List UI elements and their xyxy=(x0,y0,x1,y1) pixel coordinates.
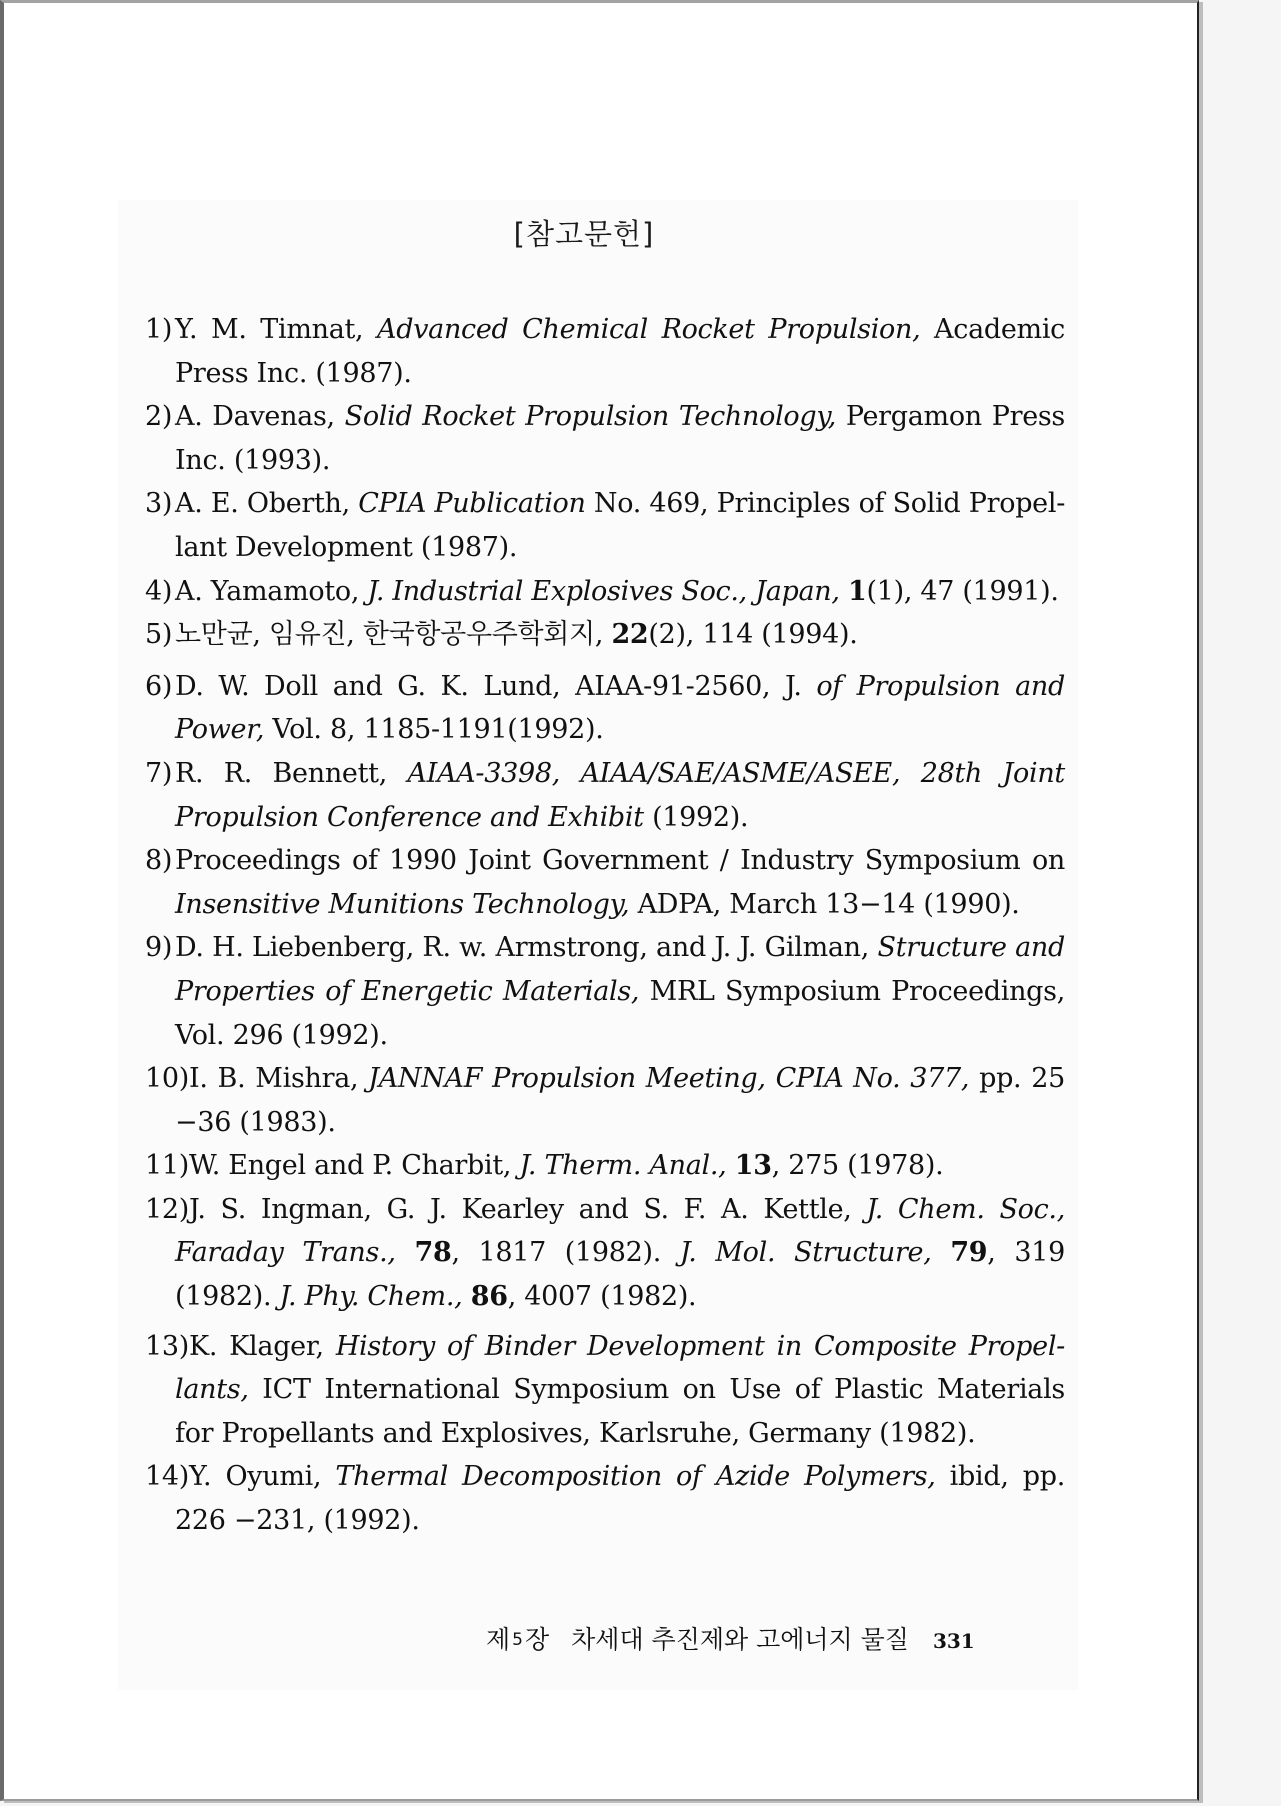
reference-number: 14) xyxy=(145,1461,189,1493)
reference-text: , 1817 (1982). xyxy=(451,1237,680,1269)
reference-title: of Propulsion and Power, xyxy=(175,670,1065,746)
reference-item xyxy=(145,613,1065,657)
reference-item xyxy=(145,1057,1065,1144)
reference-item xyxy=(145,665,1065,752)
reference-title: JANNAF Propulsion Meeting, CPIA No. 377, xyxy=(368,1063,970,1095)
chapter-prefix: 제 xyxy=(486,1625,511,1654)
reference-title: Insensitive Munitions Technology, xyxy=(175,888,630,920)
reference-text: Y. M. Timnat, xyxy=(175,314,378,345)
reference-volume: 1 xyxy=(847,575,867,607)
reference-title: Solid Rocket Propulsion Technology, xyxy=(344,401,836,433)
reference-item xyxy=(145,1455,1065,1542)
reference-title: Advanced Chemical Rocket Propulsion, xyxy=(377,314,921,345)
reference-title: Structure and Properties of Energetic Materials, xyxy=(175,932,1065,1007)
reference-volume: 22 xyxy=(611,619,649,651)
reference-text: (2), 114 (1994). xyxy=(648,619,858,651)
reference-title: AIAA-3398, AIAA/SAE/ASME/ASEE, 28th Joint Propulsion Conference and Exhibit xyxy=(175,757,1065,833)
reference-text: J. S. Ingman, G. J. Kearley and S. F. A. Kettle, xyxy=(189,1193,867,1225)
reference-text: I. B. Mishra, xyxy=(189,1063,369,1095)
reference-item xyxy=(145,926,1065,1057)
reference-title: J. Chem. Soc., Faraday Trans., xyxy=(175,1193,1065,1269)
reference-text: A. E. Oberth, xyxy=(175,488,359,520)
reference-item xyxy=(145,308,1065,395)
chapter-number: 5 xyxy=(512,1630,523,1650)
reference-title: J. Phy. Chem., xyxy=(279,1281,463,1313)
reference-text: ibid, pp. 226 −231, (1992). xyxy=(175,1461,1065,1537)
reference-number: 1) xyxy=(145,314,173,345)
reference-text: ICT International Symposium on Use of Plastic Materials for Propellants and Explosives, Karlsruhe, Germany (1982). xyxy=(175,1374,1065,1449)
chapter-suffix: 장 xyxy=(524,1625,550,1654)
reference-number: 6) xyxy=(145,670,173,702)
reference-volume: 13 xyxy=(734,1150,772,1182)
reference-item xyxy=(145,839,1065,926)
reference-text: No. 469, Principles of Solid Propel-lant Development (1987). xyxy=(175,488,1066,563)
reference-item xyxy=(145,395,1065,482)
reference-text: ADPA, March 13−14 (1990). xyxy=(629,888,1020,920)
reference-number: 7) xyxy=(145,757,173,789)
reference-volume: 86 xyxy=(470,1281,508,1313)
reference-number: 8) xyxy=(145,845,173,877)
reference-title: CPIA Publication xyxy=(358,488,586,520)
reference-text: Vol. 8, 1185-1191(1992). xyxy=(264,714,604,746)
page-number: 331 xyxy=(932,1629,975,1653)
reference-number: 4) xyxy=(145,575,173,607)
reference-text xyxy=(932,1237,951,1268)
reference-number: 2) xyxy=(145,401,173,433)
reference-text xyxy=(396,1237,415,1268)
reference-item xyxy=(145,1325,1065,1456)
chapter-title: 차세대 추진제와 고에너지 물질 xyxy=(571,1625,909,1654)
reference-item xyxy=(145,1144,1065,1188)
reference-number: 5) xyxy=(145,619,173,651)
reference-number: 10) xyxy=(145,1063,189,1095)
reference-list xyxy=(145,308,1065,1543)
reference-text xyxy=(462,1281,470,1312)
reference-text xyxy=(840,576,848,607)
reference-text: Y. Oyumi, xyxy=(189,1461,336,1493)
reference-text: Proceedings of 1990 Joint Government / Industry Symposium on xyxy=(175,845,1065,877)
reference-number: 13) xyxy=(145,1330,189,1362)
reference-title: J. Therm. Anal., xyxy=(519,1150,727,1182)
reference-text: D. H. Liebenberg, R. w. Armstrong, and J. J. Gilman, xyxy=(175,932,878,964)
reference-text xyxy=(726,1150,734,1181)
reference-text: A. Davenas, xyxy=(175,401,345,433)
references-heading: [참고문헌] xyxy=(513,217,655,251)
reference-item xyxy=(145,482,1065,569)
reference-volume: 78 xyxy=(414,1237,452,1269)
reference-item xyxy=(145,570,1065,614)
reference-title: J. Mol. Structure, xyxy=(679,1237,932,1269)
reference-number: 11) xyxy=(145,1150,189,1182)
page-footer xyxy=(486,1620,975,1656)
reference-text: W. Engel and P. Charbit, xyxy=(189,1150,520,1182)
reference-text: , 319 (1982). xyxy=(175,1237,1065,1313)
reference-text: 노만균, 임유진, 한국항공우주학회지, xyxy=(175,619,612,651)
reference-text: MRL Symposium Proceedings, Vol. 296 (1992). xyxy=(175,975,1065,1051)
reference-text: D. W. Doll and G. K. Lund, AIAA-91-2560, J. xyxy=(175,670,817,702)
reference-text: (1992). xyxy=(643,801,749,833)
reference-volume: 79 xyxy=(950,1237,988,1269)
reference-text: R. R. Bennett, xyxy=(175,757,408,789)
reference-title: J. Industrial Explosives Soc., Japan, xyxy=(367,575,840,607)
reference-title: History of Binder Development in Composite Propel-lants, xyxy=(175,1330,1065,1406)
reference-text: , 275 (1978). xyxy=(771,1150,944,1182)
reference-text: (1), 47 (1991). xyxy=(866,575,1059,607)
reference-text: K. Klager, xyxy=(189,1330,336,1362)
reference-number: 3) xyxy=(145,488,173,520)
reference-number: 9) xyxy=(145,932,173,964)
reference-text: , 4007 (1982). xyxy=(507,1281,697,1313)
reference-item xyxy=(145,1188,1065,1319)
reference-text: pp. 25 −36 (1983). xyxy=(175,1063,1065,1138)
reference-item xyxy=(145,752,1065,839)
reference-number: 12) xyxy=(145,1193,189,1225)
reference-text: A. Yamamoto, xyxy=(175,575,368,607)
reference-title: Thermal Decomposition of Azide Polymers, xyxy=(335,1461,936,1493)
reference-text: Pergamon Press Inc. (1993). xyxy=(175,401,1065,476)
reference-text: Academic Press Inc. (1987). xyxy=(175,314,1065,389)
